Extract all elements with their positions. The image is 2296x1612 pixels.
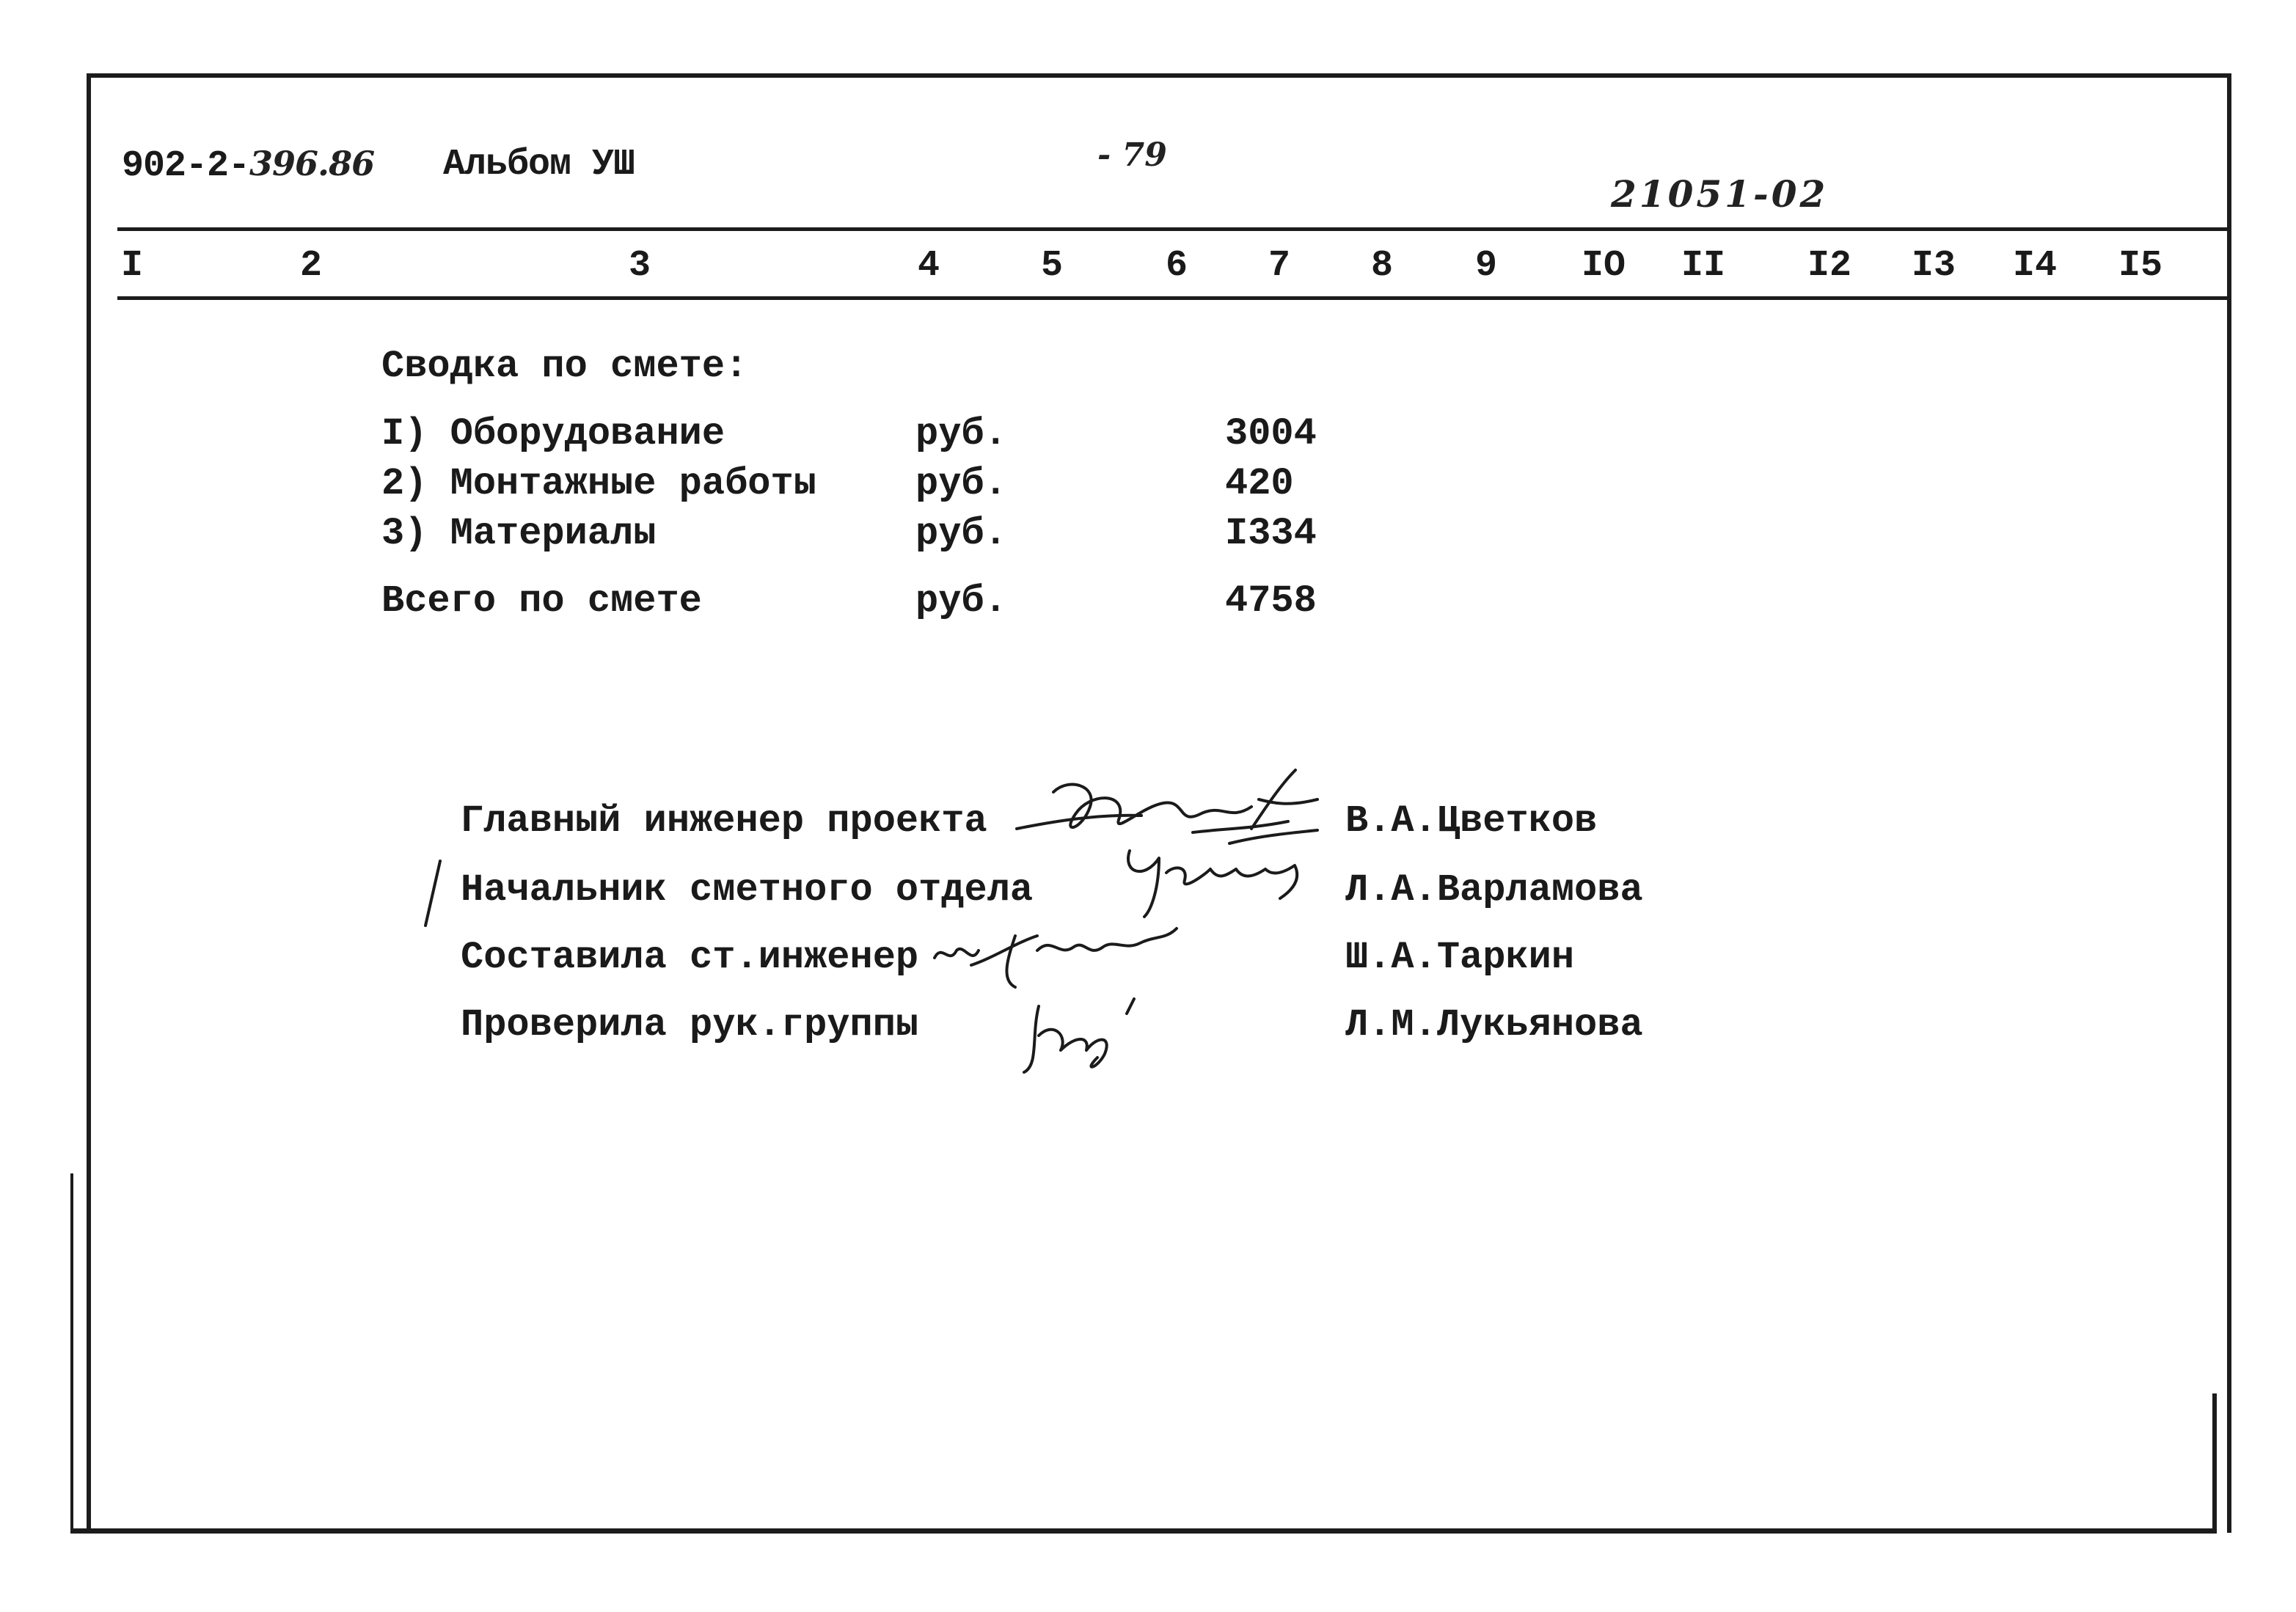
signature-scribble-compiler [927, 914, 1191, 994]
column-number: I5 [2118, 245, 2163, 287]
summary-item-value: 3004 [1225, 412, 1317, 455]
column-header-bottom-line [117, 296, 2230, 300]
signature-name: В.А.Цветков [1345, 799, 1598, 843]
page-number: - 79 [1097, 136, 1167, 174]
signature-role: Начальник сметного отдела [461, 868, 1034, 912]
summary-total-label: Всего по смете [381, 579, 702, 623]
signature-role: Главный инженер проекта [461, 799, 987, 843]
summary-item-label: 2) Монтажные работы [381, 462, 816, 505]
margin-tick-mark [418, 858, 447, 931]
signature-name: Л.М.Лукьянова [1345, 1003, 1643, 1047]
summary-total-value: 4758 [1225, 579, 1317, 623]
column-header-top-line [117, 227, 2230, 231]
frame-top-border [87, 73, 2230, 78]
doc-code: 21051-02 [1611, 172, 1829, 216]
album-label: Альбом УШ [443, 144, 635, 186]
signature-role: Составила ст.инженер [461, 936, 919, 979]
signature-scribble-estimate-head [1115, 836, 1313, 924]
frame-right-inner-line [2212, 1393, 2217, 1533]
column-number: I3 [1911, 245, 1956, 287]
summary-item-label: 3) Материалы [381, 512, 657, 555]
doc-number [122, 144, 375, 187]
column-number: 6 [1165, 245, 1188, 287]
doc-hand-number: 396.86 [249, 144, 375, 183]
summary-item-unit: руб. [915, 462, 1007, 505]
column-number: 4 [917, 245, 940, 287]
column-number: I2 [1807, 245, 1852, 287]
summary-item-unit: руб. [915, 512, 1007, 555]
column-number: 9 [1474, 245, 1498, 287]
summary-item-label: I) Оборудование [381, 412, 725, 455]
frame-right-border [2227, 73, 2231, 1533]
column-number: 8 [1370, 245, 1394, 287]
summary-title: Сводка по смете: [381, 345, 748, 388]
column-number: I4 [2012, 245, 2058, 287]
summary-item-value: 420 [1225, 462, 1294, 505]
column-number: 5 [1040, 245, 1064, 287]
frame-left-border [87, 73, 91, 1533]
column-number: 3 [628, 245, 651, 287]
column-number: 2 [299, 245, 323, 287]
summary-total-unit: руб. [915, 579, 1007, 623]
signature-name: Л.А.Варламова [1345, 868, 1643, 912]
frame-left-outer-line [70, 1173, 73, 1533]
column-number: II [1681, 245, 1726, 287]
signature-role: Проверила рук.группы [461, 1003, 919, 1047]
signature-scribble-group-lead [1017, 992, 1163, 1080]
column-number: IO [1581, 245, 1626, 287]
summary-item-value: I334 [1225, 512, 1317, 555]
frame-bottom-border [70, 1528, 2217, 1534]
column-number: I [120, 245, 144, 287]
signature-name: Ш.А.Таркин [1345, 936, 1575, 979]
column-number: 7 [1268, 245, 1291, 287]
doc-prefix: 902-2- [122, 145, 250, 187]
summary-item-unit: руб. [915, 412, 1007, 455]
